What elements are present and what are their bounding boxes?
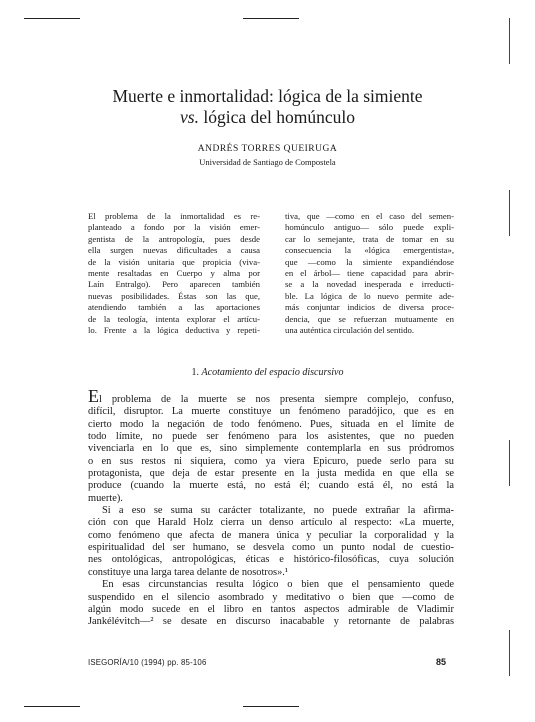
abstract-line: tiva, que —como en el caso del semen-	[285, 211, 454, 221]
abstract-line: planteado a fondo por la visión emer-	[88, 222, 260, 233]
body-line: espiritualidad del ser humano, se desvela como un punto nodal de cuestio-	[88, 542, 454, 554]
abstract-line: dencia, que se refuerzan mutuamente en	[285, 313, 454, 324]
title-line-2-rest: lógica del homúnculo	[198, 107, 355, 127]
crop-mark-right-mid	[509, 190, 510, 236]
body-line: cierto modo la negación de todo fenómeno. Pues, situada en el límite de	[88, 418, 454, 430]
abstract-line: lo. Frente a la lógica deductiva y repeti-	[88, 325, 260, 336]
abstract-line: car lo semejante, trata de tomar en su	[285, 233, 454, 244]
body-line: constituye una larga tarea delante de nosotros».¹	[88, 566, 288, 578]
body-line: En esas circunstancias resulta lógico o bien que el pensamiento quede	[102, 579, 454, 591]
abstract-line: consecuencia la «lógica emergentista»,	[285, 245, 454, 256]
body-line: difícil, disruptor. La muerte constituye un fenómeno paradójico, que es en	[88, 406, 454, 418]
abstract-line: de la visión unitaria que propicia (viva-	[88, 256, 260, 267]
abstract-line: ella surgen nuevas dificultades a causa	[88, 245, 260, 256]
abstract-line: mente resaltadas en Cuerpo y alma por	[88, 268, 260, 279]
journal-citation: ISEGORÍA/10 (1994) pp. 85-106	[88, 658, 207, 667]
abstract-line: El problema de la inmortalidad es re-	[88, 211, 260, 221]
body-line: Jankélévitch—² se desate en discurso inacabable y retornante de palabras	[88, 616, 454, 628]
abstract-line: Laín Entralgo). Pero aparecen también	[88, 279, 260, 290]
crop-mark-bottom-left	[24, 706, 80, 707]
abstract-line: de la teología, intenta explorar el artícu-	[88, 313, 260, 324]
author-name: ANDRÉS TORRES QUEIRUGA	[197, 144, 338, 154]
section-number: 1.	[191, 367, 200, 378]
section-title: Acotamiento del espacio discursivo	[201, 367, 344, 378]
section-heading	[0, 367, 535, 378]
abstract-line: atendiendo también a las aportaciones	[88, 302, 260, 313]
body-line: protagonista, que deja de estar presente en la justa medida en que ella se	[88, 468, 454, 480]
abstract-line: nuevas posibilidades. Éstas son las que,	[88, 290, 260, 301]
author-affiliation: Universidad de Santiago de Compostela	[199, 157, 336, 167]
body-line: nes ontológicas, antropológicas, éticas e histórico-filosóficas, cuya solución	[88, 554, 454, 566]
body-text	[88, 390, 454, 629]
page-number: 85	[436, 657, 447, 667]
body-line: produce (cuando la muerte está, no está él; cuando está él, no está la	[88, 480, 454, 492]
crop-mark-top-right	[243, 18, 299, 19]
abstract-line: que —como la simiente expandiéndose	[285, 256, 454, 267]
body-line: Si a eso se suma su carácter totalizante, no puede extrañar la afirma-	[102, 505, 454, 517]
title-italic-vs: vs.	[180, 107, 199, 127]
body-line: vivenciarla en lo que es, sino simplemente contemplarla en sus pródromos	[88, 443, 454, 455]
abstract-column-left	[88, 211, 260, 336]
abstract-line: se a la novedad inesperada e irreducti-	[285, 279, 454, 290]
body-line: El problema de la muerte se nos presenta siempre complejo, confuso,	[88, 390, 454, 406]
body-line: como fenómeno que afecta de manera única y peculiar la corporalidad y la	[88, 529, 454, 541]
abstract-line: más conjuntar indicios de diversa proce-	[285, 302, 454, 313]
body-line: ción con que Harald Holz cierra un denso artículo al respecto: «La muerte,	[88, 517, 454, 529]
title-line-2	[0, 107, 535, 128]
title-line-1: Muerte e inmortalidad: lógica de la simiente	[112, 86, 423, 106]
body-line: o en sus restos ni siquiera, como ya viera Epicuro, puede serlo para su	[88, 455, 454, 467]
body-line: muerte).	[88, 492, 123, 504]
body-line: todo límite, no puede ser fenómeno para los asistentes, que no pueden	[88, 431, 454, 443]
crop-mark-right-top	[509, 18, 510, 64]
abstract-column-right	[285, 211, 454, 336]
crop-mark-right-bottom	[509, 630, 510, 676]
abstract-line: homúnculo antiguo— sólo puede expli-	[285, 222, 454, 233]
abstract-line: ble. La lógica de lo nuevo permite ade-	[285, 290, 454, 301]
abstract-line: una auténtica circulación del sentido.	[285, 325, 415, 336]
crop-mark-right-low	[509, 440, 510, 486]
article-title	[0, 86, 535, 128]
body-line: suspendido en el silencio asombrado y meditativo o bien que —como de	[88, 591, 454, 603]
crop-mark-bottom-right	[243, 706, 299, 707]
abstract-line: gentista de la antropología, pues desde	[88, 233, 260, 244]
body-line: algún modo sucede en el libro en tantos aspectos admirable de Vladimir	[88, 603, 454, 615]
crop-mark-top-left	[24, 18, 80, 19]
abstract-line: en el árbol— tiene capacidad para abrir-	[285, 268, 454, 279]
drop-cap: E	[88, 390, 99, 406]
